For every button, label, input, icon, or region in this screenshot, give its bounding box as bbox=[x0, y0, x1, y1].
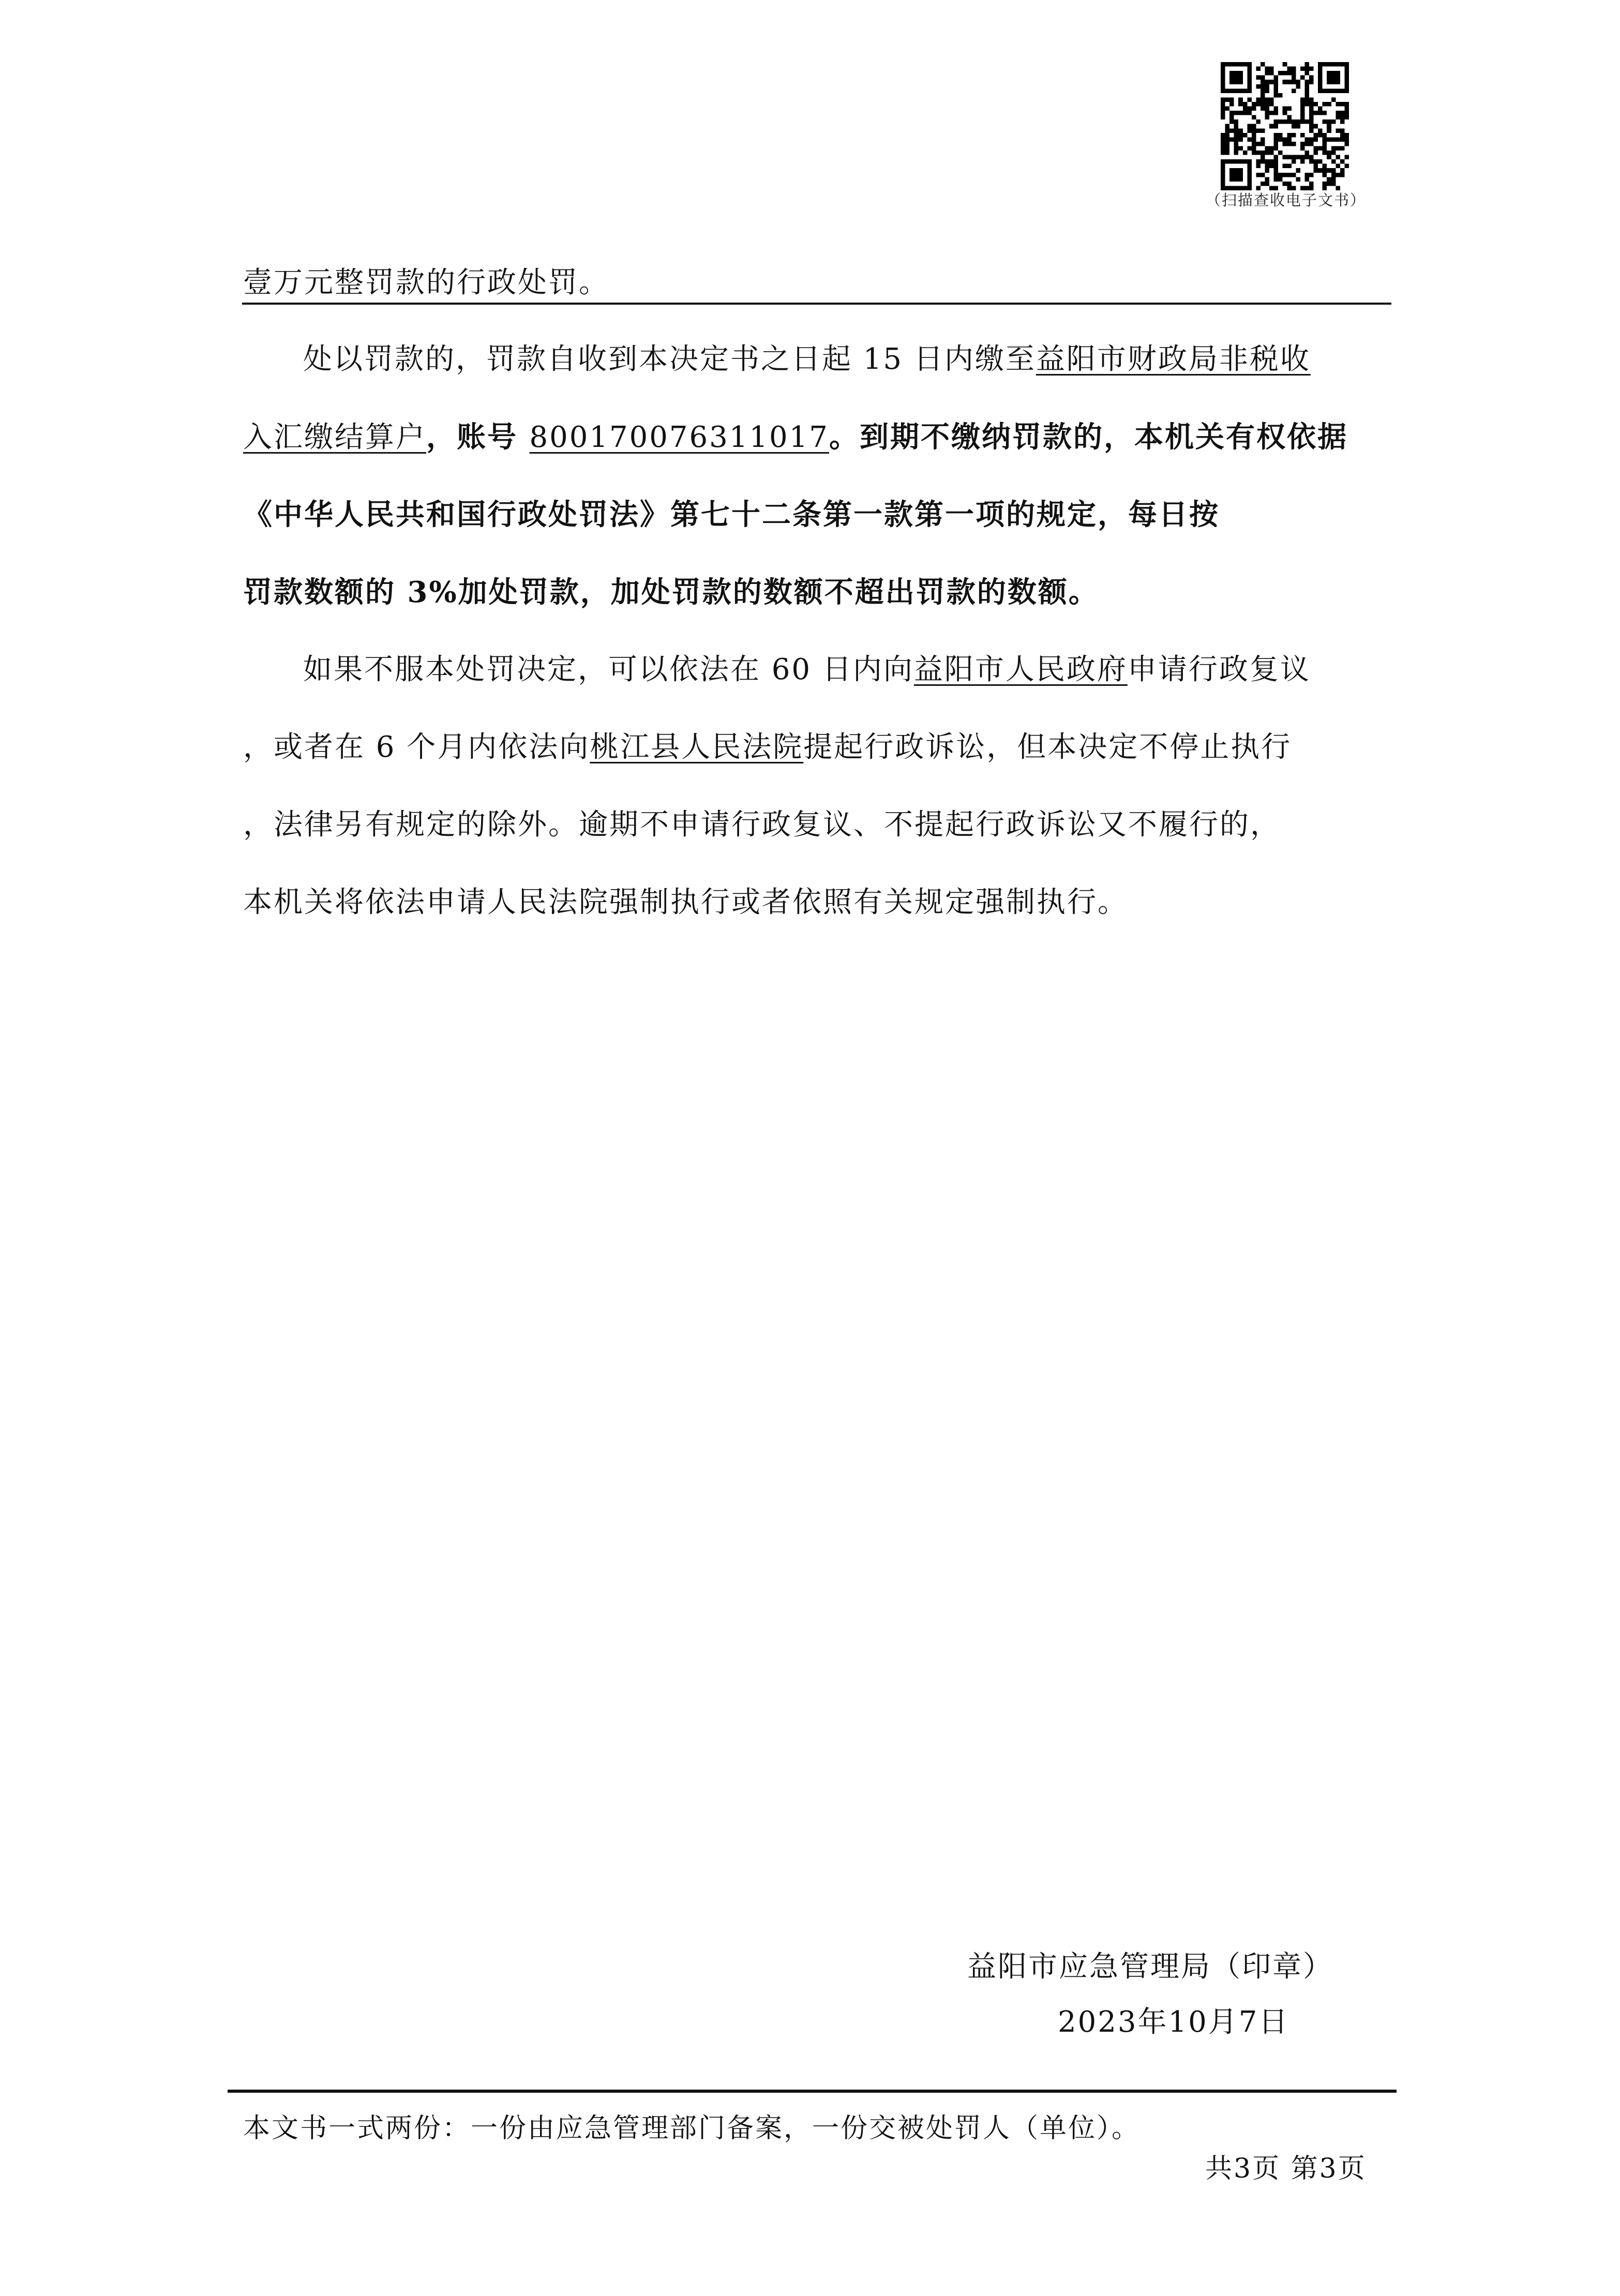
underline-rule bbox=[242, 303, 1391, 305]
late-fee-rate: 3% bbox=[407, 575, 458, 609]
late-payment-text: 。到期不缴纳罚款的，本机关有权依据 bbox=[829, 420, 1348, 454]
payment-text: 处以罚款的，罚款自收到本决定书之日起 15 日内缴至 bbox=[303, 342, 1036, 376]
qr-caption: （扫描查收电子文书） bbox=[1205, 191, 1366, 209]
lawsuit-text: ，或者在 6 个月内依法向 bbox=[243, 730, 590, 764]
account-label: ，账号 bbox=[426, 420, 530, 454]
court-name: 桃江县人民法院 bbox=[590, 730, 804, 764]
review-authority: 益阳市人民政府 bbox=[913, 653, 1128, 686]
appeal-text-cont: 申请行政复议 bbox=[1127, 653, 1311, 686]
appeal-paragraph-line-3: ，法律另有规定的除外。逾期不申请行政复议、不提起行政诉讼又不履行的， bbox=[243, 808, 1281, 842]
payment-paragraph-line-1 bbox=[303, 341, 1311, 378]
payment-paragraph-line-3: 《中华人民共和国行政处罚法》第七十二条第一款第一项的规定，每日按 bbox=[243, 498, 1220, 532]
issue-date: 2023年10月7日 bbox=[1058, 2005, 1289, 2039]
body-line-1: 壹万元整罚款的行政处罚。 bbox=[243, 266, 609, 299]
footer-rule bbox=[228, 2090, 1397, 2093]
payment-paragraph-line-4 bbox=[243, 574, 1099, 610]
appeal-text: 如果不服本处罚决定，可以依法在 60 日内向 bbox=[303, 653, 914, 686]
qr-code-image bbox=[1221, 62, 1349, 190]
lawsuit-text-cont: 提起行政诉讼，但本决定不停止执行 bbox=[803, 730, 1292, 764]
payment-paragraph-line-2 bbox=[243, 419, 1348, 456]
payee-name-cont: 入汇缴结算户 bbox=[243, 421, 426, 454]
appeal-paragraph-line-4: 本机关将依法申请人民法院强制执行或者依照有关规定强制执行。 bbox=[243, 886, 1128, 919]
account-number: 800170076311017 bbox=[529, 421, 829, 454]
appeal-paragraph-line-2 bbox=[243, 729, 1292, 766]
issuing-authority: 益阳市应急管理局（印章） bbox=[967, 1950, 1333, 1984]
late-fee-text-cont: 加处罚款，加处罚款的数额不超出罚款的数额。 bbox=[458, 575, 1099, 609]
late-fee-text: 罚款数额的 bbox=[243, 575, 408, 609]
appeal-paragraph-line-1 bbox=[303, 652, 1311, 688]
qr-code[interactable] bbox=[1221, 62, 1349, 190]
payee-name: 益阳市财政局非税收 bbox=[1036, 342, 1311, 376]
page-info: 共3页 第3页 bbox=[1205, 2153, 1367, 2184]
footer-note: 本文书一式两份：一份由应急管理部门备案，一份交被处罚人（单位）。 bbox=[243, 2113, 1141, 2144]
